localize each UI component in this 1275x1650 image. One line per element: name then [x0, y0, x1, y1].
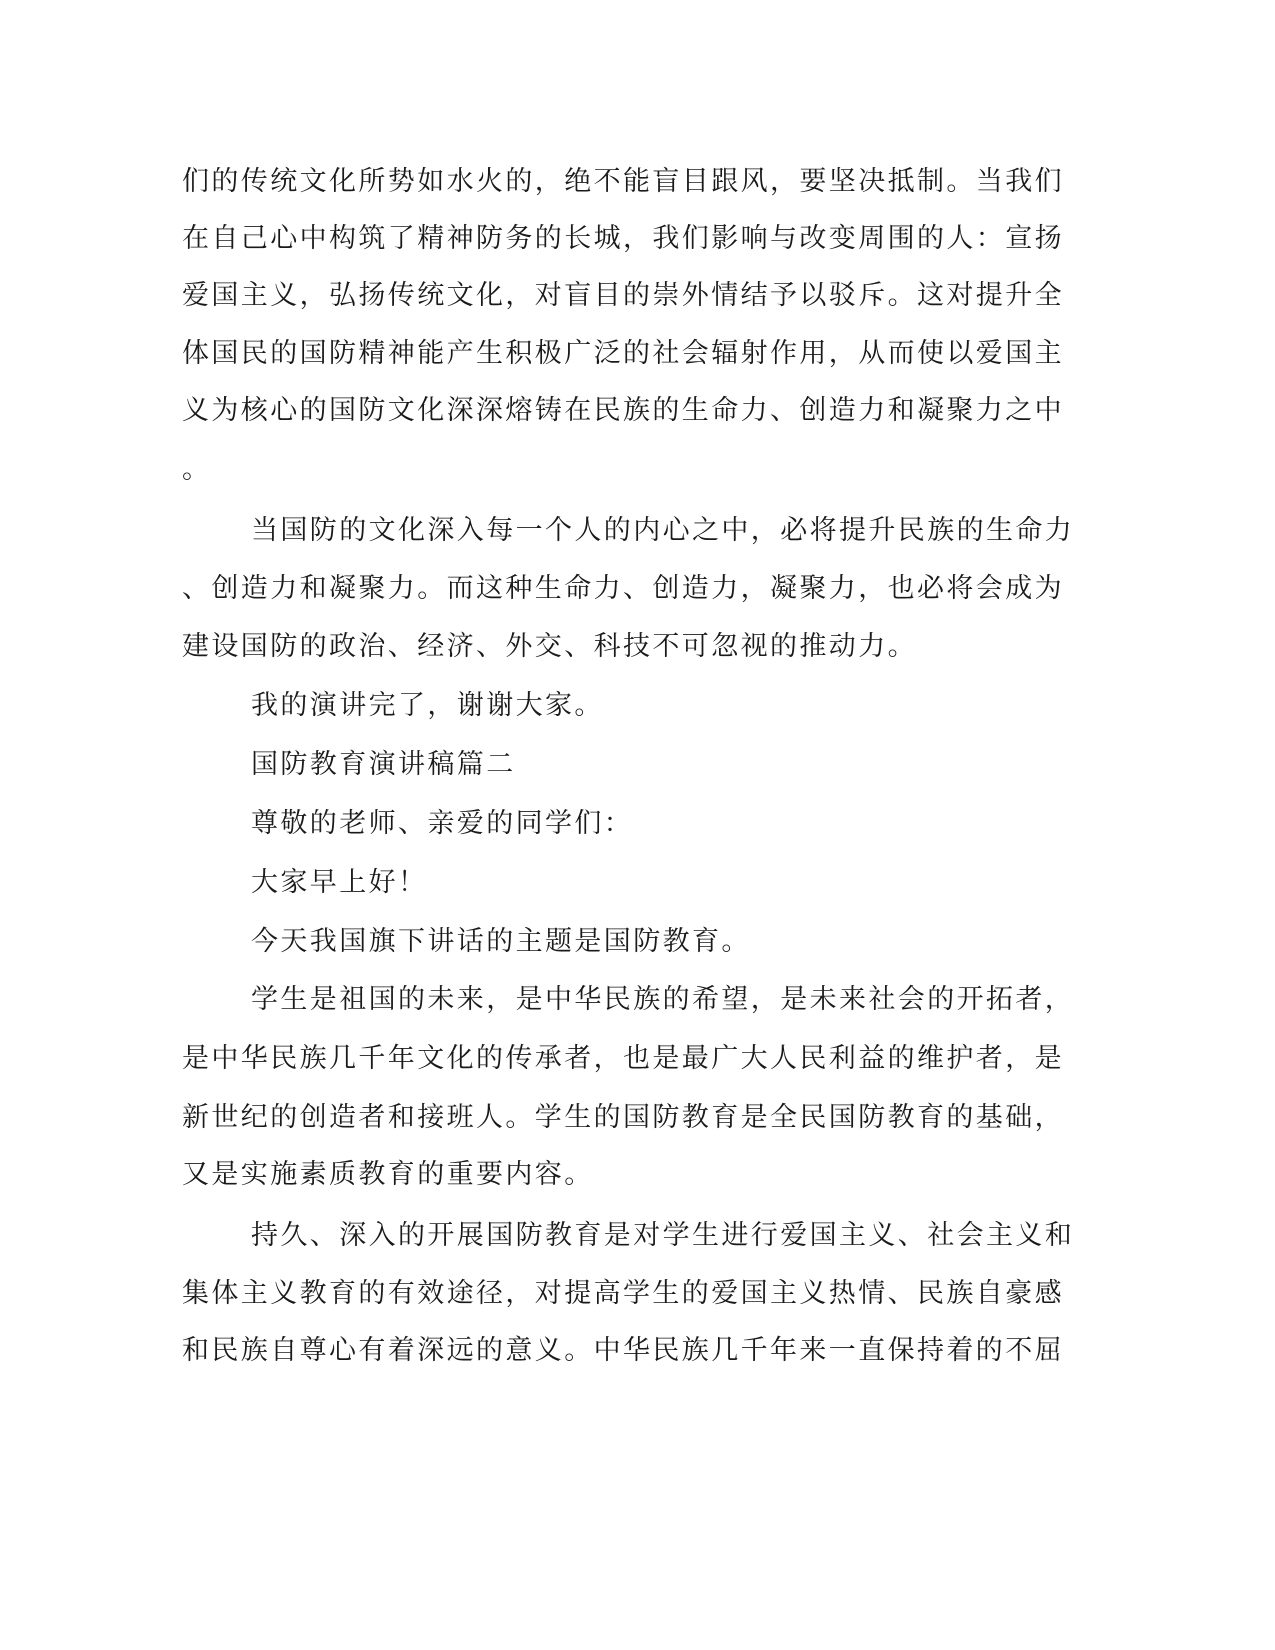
text-line: 又是实施素质教育的重要内容。 — [182, 1159, 594, 1190]
text-line: 们的传统文化所势如水火的，绝不能盲目跟风，要坚决抵制。当我们 — [182, 166, 1064, 197]
text-line: 在自己心中构筑了精神防务的长城，我们影响与改变周围的人：宣扬 — [182, 223, 1064, 254]
text-line: 和民族自尊心有着深远的意义。中华民族几千年来一直保持着的不屈 — [182, 1335, 1064, 1366]
text-line: 集体主义教育的有效途径，对提高学生的爱国主义热情、民族自豪感 — [182, 1278, 1064, 1309]
text-line: 、创造力和凝聚力。而这种生命力、创造力，凝聚力，也必将会成为 — [182, 573, 1064, 604]
text-line: 大家早上好！ — [251, 867, 428, 898]
text-line: 学生是祖国的未来，是中华民族的希望，是未来社会的开拓者， — [251, 984, 1075, 1015]
text-line: 当国防的文化深入每一个人的内心之中，必将提升民族的生命力 — [251, 515, 1075, 546]
text-line: 今天我国旗下讲话的主题是国防教育。 — [251, 926, 751, 957]
text-line: 义为核心的国防文化深深熔铸在民族的生命力、创造力和凝聚力之中 — [182, 395, 1064, 426]
text-line: 尊敬的老师、亲爱的同学们： — [251, 808, 634, 839]
text-line: 我的演讲完了，谢谢大家。 — [251, 690, 604, 721]
text-line: 建设国防的政治、经济、外交、科技不可忽视的推动力。 — [182, 631, 917, 662]
text-line: 持久、深入的开展国防教育是对学生进行爱国主义、社会主义和 — [251, 1220, 1075, 1251]
heading-line: 国防教育演讲稿篇二 — [251, 749, 516, 780]
text-line: 。 — [182, 454, 212, 485]
text-line: 爱国主义，弘扬传统文化，对盲目的崇外情结予以驳斥。这对提升全 — [182, 280, 1064, 311]
text-line: 体国民的国防精神能产生积极广泛的社会辐射作用，从而使以爱国主 — [182, 338, 1064, 369]
text-line: 是中华民族几千年文化的传承者，也是最广大人民利益的维护者，是 — [182, 1043, 1064, 1074]
text-line: 新世纪的创造者和接班人。学生的国防教育是全民国防教育的基础， — [182, 1102, 1064, 1133]
